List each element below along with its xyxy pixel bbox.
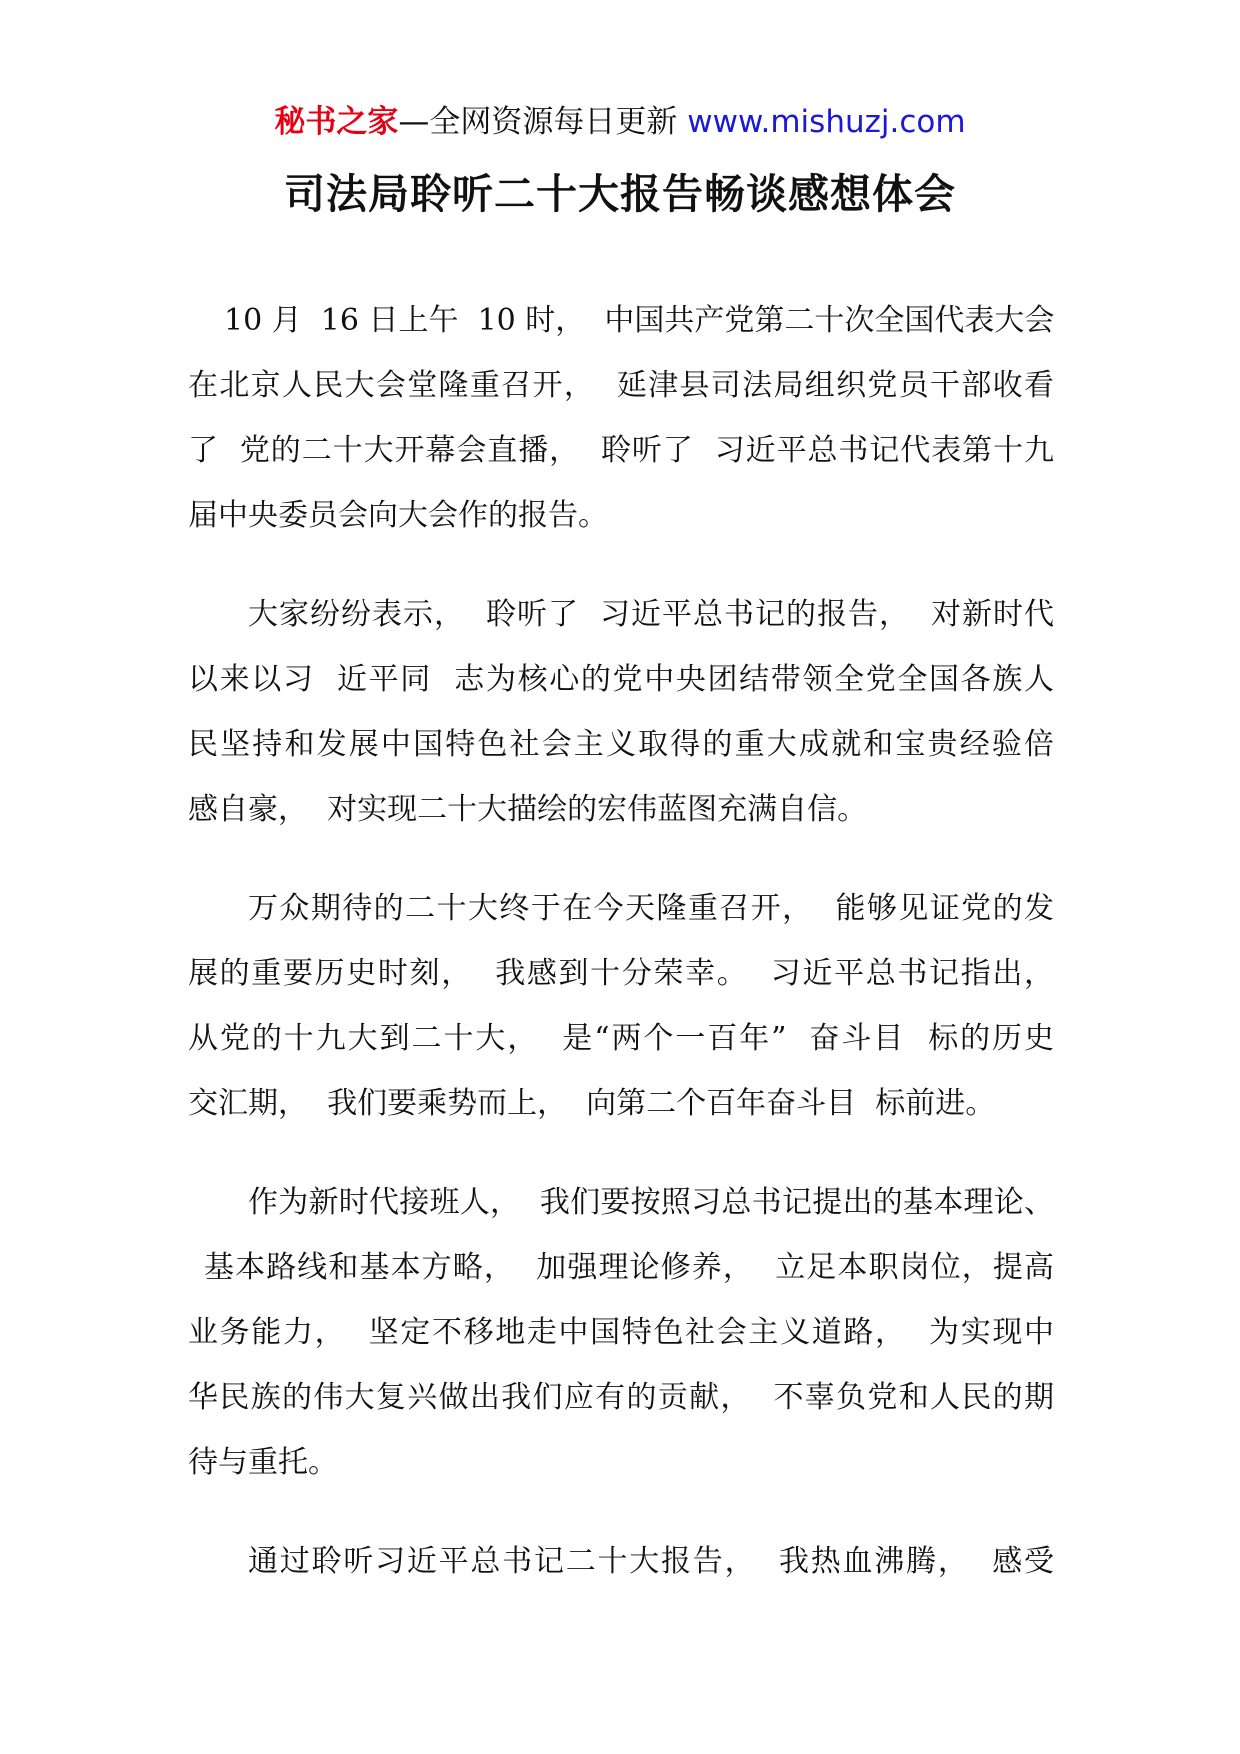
paragraph-line: 民坚持和发展中国特色社会主义取得的重大成就和宝贵经验倍 bbox=[188, 727, 1054, 762]
paragraph-1 bbox=[188, 288, 1054, 548]
paragraph-line: 在北京人民大会堂隆重召开， 延津县司法局组织党员干部收看 bbox=[188, 368, 1054, 403]
paragraph-4 bbox=[188, 1170, 1054, 1495]
header-tagline: —全网资源每日更新 bbox=[398, 104, 678, 140]
paragraph-line: 感自豪， 对实现二十大描绘的宏伟蓝图充满自信。 bbox=[188, 792, 868, 827]
paragraph-3 bbox=[188, 876, 1054, 1136]
site-url-link[interactable]: www.mishuzj.com bbox=[687, 104, 966, 140]
document-body bbox=[188, 288, 1054, 1628]
paragraph-line: 作为新时代接班人， 我们要按照习总书记提出的基本理论、 bbox=[248, 1185, 1054, 1220]
paragraph-line: 以来以习 近平同 志为核心的党中央团结带领全党全国各族人 bbox=[188, 662, 1054, 697]
paragraph-line: 待与重托。 bbox=[188, 1445, 338, 1480]
paragraph-line: 通过聆听习近平总书记二十大报告， 我热血沸腾， 感受 bbox=[248, 1544, 1054, 1579]
paragraph-5 bbox=[188, 1529, 1054, 1594]
brand-name: 秘书之家 bbox=[274, 104, 399, 140]
paragraph-line: 从党的十九大到二十大， 是“两个一百年” 奋斗目 标的历史 bbox=[188, 1021, 1054, 1056]
paragraph-line: 万众期待的二十大终于在今天隆重召开， 能够见证党的发 bbox=[248, 891, 1054, 926]
paragraph-line: 了 党的二十大开幕会直播， 聆听了 习近平总书记代表第十九 bbox=[188, 433, 1054, 468]
paragraph-line: 华民族的伟大复兴做出我们应有的贡献， 不辜负党和人民的期 bbox=[188, 1380, 1054, 1415]
document-title: 司法局聆听二十大报告畅谈感想体会 bbox=[284, 170, 956, 218]
paragraph-line: 基本路线和基本方略， 加强理论修养， 立足本职岗位，提高 bbox=[204, 1250, 1054, 1285]
paragraph-line: 业务能力， 坚定不移地走中国特色社会主义道路， 为实现中 bbox=[188, 1315, 1054, 1350]
paragraph-line: 大家纷纷表示， 聆听了 习近平总书记的报告， 对新时代 bbox=[248, 597, 1054, 632]
paragraph-line: 届中央委员会向大会作的报告。 bbox=[188, 498, 608, 533]
paragraph-line: 10 月 16 日上午 10 时， 中国共产党第二十次全国代表大会 bbox=[224, 303, 1055, 338]
paragraph-line: 交汇期， 我们要乘势而上， 向第二个百年奋斗目 标前进。 bbox=[188, 1086, 996, 1121]
paragraph-line: 展的重要历史时刻， 我感到十分荣幸。 习近平总书记指出， bbox=[188, 956, 1054, 991]
paragraph-2 bbox=[188, 582, 1054, 842]
site-header bbox=[0, 100, 1240, 144]
